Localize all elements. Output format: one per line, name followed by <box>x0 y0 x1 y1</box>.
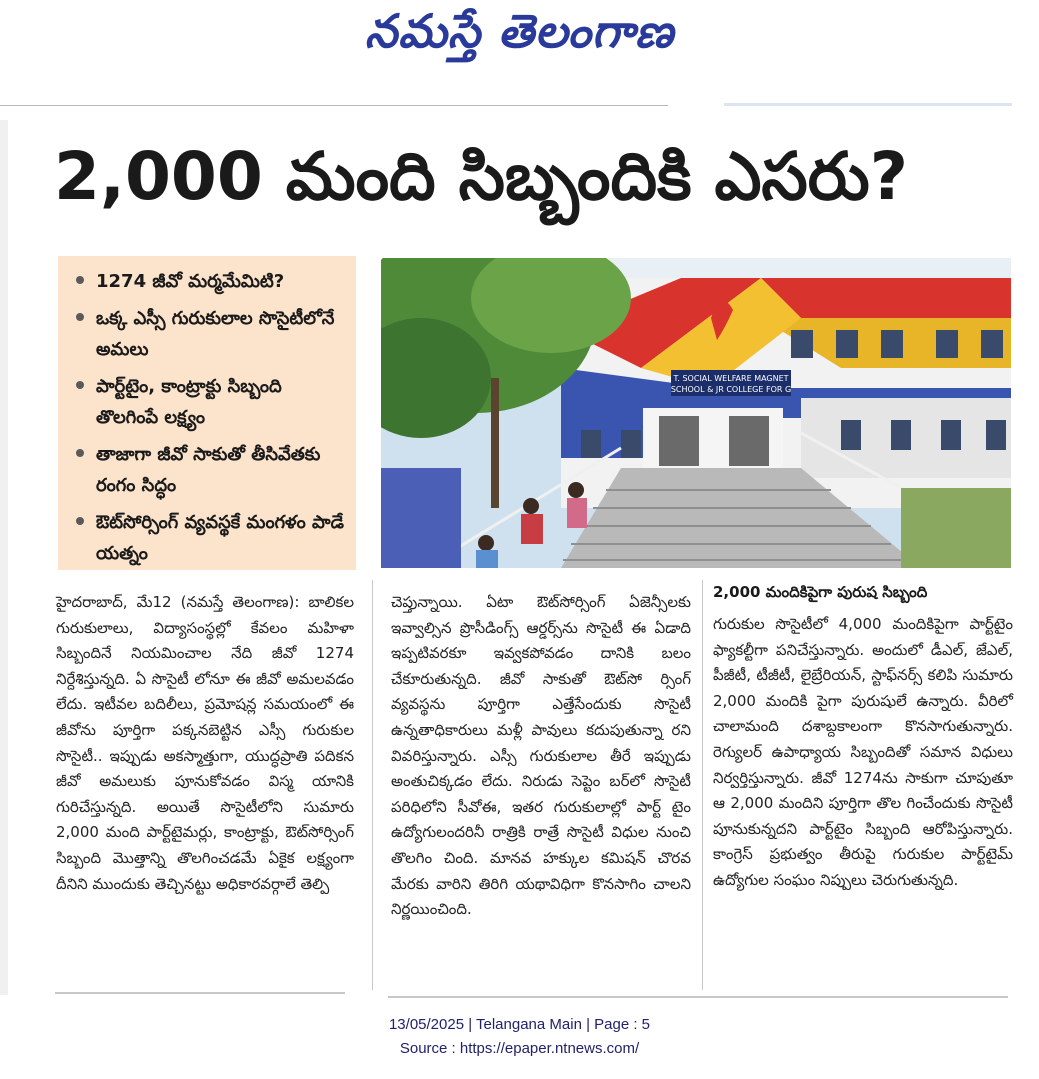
column-divider <box>702 580 703 990</box>
headline: 2,000 మంది సిబ్బందికి ఎసరు? <box>54 138 909 215</box>
highlight-item: ఒక్క ఎస్సీ గురుకులాల సొసైటీలోనే అమలు <box>72 303 348 365</box>
photo-banner-line1: T. SOCIAL WELFARE MAGNET <box>673 374 789 383</box>
school-building-photo <box>381 258 1011 568</box>
edition-info: 13/05/2025 | Telangana Main | Page : 5 <box>388 1016 651 1033</box>
bullet-icon <box>76 313 84 321</box>
column-rule <box>55 992 345 994</box>
article-column-3: గురుకుల సొసైటీలో 4,000 మందికిపైగా పార్ట్‌టైం ఫ్యాకల్టీగా పనిచేస్తున్నారు. అందులో డీఎల్, జేఎల్, పీజీటీ, టీజీటీ, లైబ్రేరియన్, స్టాఫ్‌నర్స్ కలిపి సుమారు 2,000 మందికి పైగా పురుషులే ఉన్నారు. వీరిలో చాలామంది దశాబ్దకాలంగా కొనసాగుతున్నారు. రెగ్యులర్ ఉపాధ్యాయ సిబ్బందితో సమాన విధులు నిర్వర్తిస్తున్నారు. జీవో 1274ను సాకుగా చూపుతూ ఆ 2,000 మందిని పూర్తిగా తొల గించేందుకు సొసైటీ పూనుకున్నదని పార్ట్‌టైం సిబ్బంది ఆరోపిస్తున్నారు. కాంగ్రెస్ ప్రభుత్వం తీరుపై గురుకుల పార్ట్‌టైమ్ ఉద్యోగుల సంఘం నిప్పులు చెరుగుతున్నది. <box>713 615 1013 889</box>
source-link[interactable]: Source : https://epaper.ntnews.com/ <box>399 1040 640 1057</box>
masthead-rule-right <box>724 103 1012 106</box>
masthead-logo: నమస్తే తెలంగాణ <box>364 4 675 58</box>
bullet-icon <box>76 517 84 525</box>
masthead-rule-left <box>0 105 668 106</box>
highlight-item: తాజాగా జీవో సాకుతో తీసివేతకు రంగం సిద్ధం <box>72 439 348 501</box>
article-column-2: చెప్తున్నాయి. ఏటా ఔట్‌సోర్సింగ్ ఏజెన్సీలకు ఇవ్వాల్సిన ప్రొసీడింగ్స్ ఆర్డర్స్‌ను సొసైటీ ఈ ఏడాది ఇప్పటివరకూ ఇవ్వకపోవడం దానికి బలం చేకూరుతున్నది. జీవో సాకుతో ఔట్‌సో ర్సింగ్ వ్యవస్థను పూర్తిగా ఎత్తేసేందుకు సొసైటీ ఉన్నతాధికారులు మళ్లీ పావులు కదుపుతున్నా రని వివరిస్తున్నారు. ఎస్సీ గురుకులాల తీరే ఇప్పుడు అంతుచిక్కడం లేదు. నిరుడు సెప్టెం బర్‌లో సొసైటీ పరిధిలోని సీవోఈ, ఇతర గురుకులాల్లో పార్ట్ టైం ఉద్యోగులందరినీ రాత్రికి రాత్రే సొసైటీ విధుల నుంచి తొలగిం చింది. మానవ హక్కుల కమిషన్ చొరవ మేరకు వారిని తిరిగి యథావిధిగా కొనసాగిం చాలని నిర్ణయించింది. <box>391 593 691 919</box>
article-column-1: హైదరాబాద్, మే12 (నమస్తే తెలంగాణ): బాలికల గురుకులాలు, విద్యాసంస్థల్లో కేవలం మహిళా సిబ్బందినే నియమించాల నేది జీవో 1274 నిర్దేశిస్తున్నది. ఏ సొసైటీ లోనూ ఈ జీవో అమలవడం లేదు. ఇటీవల బదిలీలు, ప్రమోషన్ల సమయంలో ఈ జీవోను పూర్తిగా పక్కనబెట్టిన ఎస్సీ గురుకుల సొసైటీ.. ఇప్పుడు అకస్మాత్తుగా, యుద్ధప్రాతి పదికన జీవో అమలుకు పూనుకోవడం విస్మ యానికి గురిచేస్తున్నది. అయితే సొసైటీలోని సుమారు 2,000 మంది పార్ట్‌టైమర్లు, కాంట్రాక్టు, ఔట్‌సోర్సింగ్ సిబ్బంది మొత్తాన్ని తొలగించడమే ఏకైక లక్ష్యంగా దీనిని ముందుకు తెచ్చినట్టు అధికారవర్గాలే తెల్పి <box>56 593 354 893</box>
bullet-icon <box>76 276 84 284</box>
page-edge-bar <box>0 120 8 995</box>
column-rule <box>388 996 1008 998</box>
highlight-item: ఔట్‌సోర్సింగ్ వ్యవస్థకే మంగళం పాడే యత్నం <box>72 507 348 569</box>
photo-banner-line2: SCHOOL & JR COLLEGE FOR G <box>670 385 792 394</box>
column-divider <box>372 580 373 990</box>
bullet-icon <box>76 381 84 389</box>
bullet-icon <box>76 449 84 457</box>
highlight-item: 1274 జీవో మర్మమేమిటి? <box>72 266 348 297</box>
highlight-item: పార్ట్‌టైం, కాంట్రాక్టు సిబ్బంది తొలగింపే లక్ష్యం <box>72 371 348 433</box>
highlights-box <box>58 256 356 570</box>
subheading: 2,000 మందికిపైగా పురుష సిబ్బంది <box>713 583 928 601</box>
